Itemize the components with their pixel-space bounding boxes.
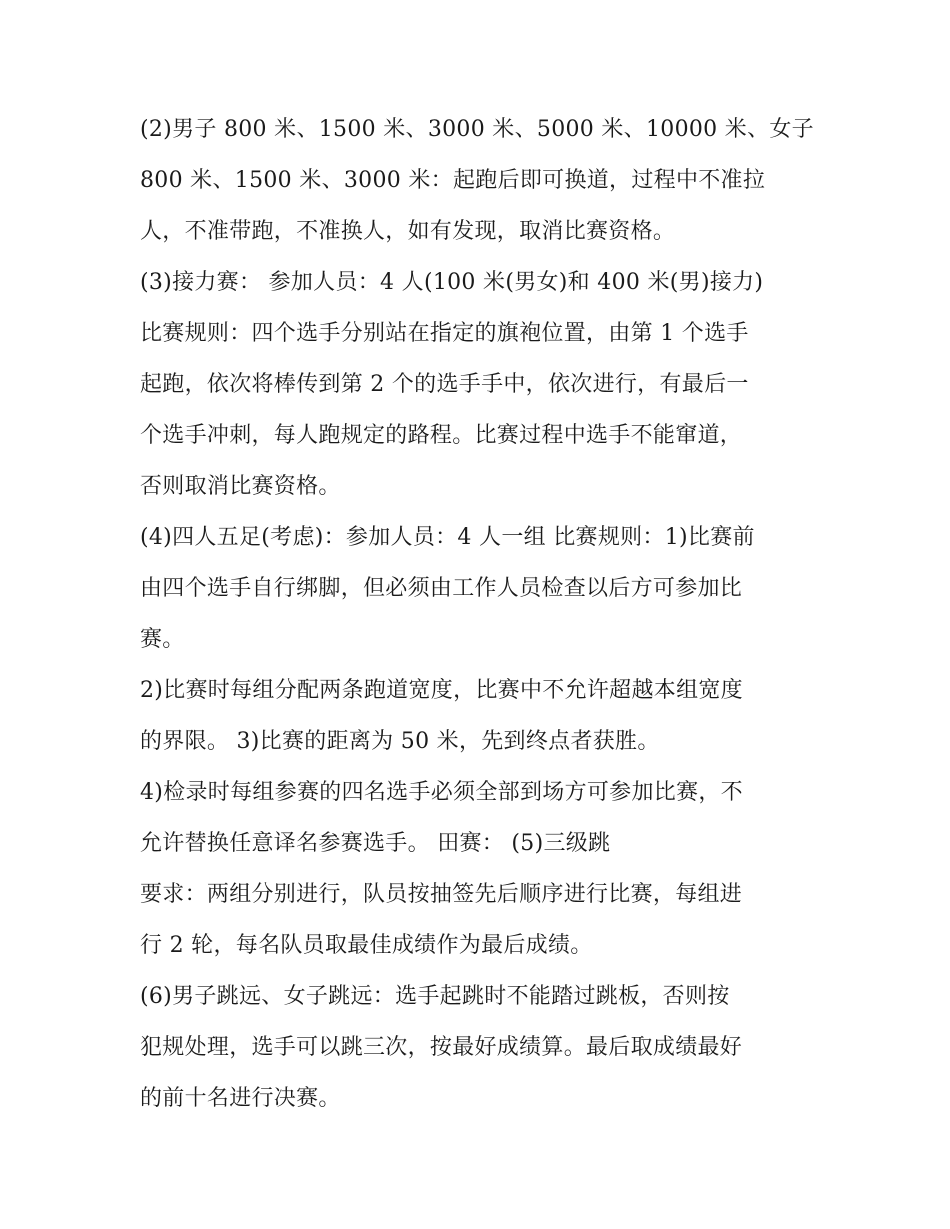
text-line: 比赛规则：四个选手分别站在指定的旗袍位置，由第 1 个选手 (140, 321, 749, 346)
text-line: 起跑，依次将棒传到第 2 个的选手手中，依次进行，有最后一 (140, 372, 749, 397)
text-line: 的界限。 3)比赛的距离为 50 米，先到终点者获胜。 (140, 729, 660, 754)
text-line: (4)四人五足(考虑)：参加人员：4 人一组 比赛规则：1)比赛前 (140, 525, 755, 550)
text-line: (2)男子 800 米、1500 米、3000 米、5000 米、10000 米、女子 (140, 117, 814, 142)
text-line: 赛。 (140, 627, 185, 652)
text-line: 允许替换任意译名参赛选手。 田赛： (5)三级跳 (140, 831, 611, 856)
text-line: 犯规处理，选手可以跳三次，按最好成绩算。最后取成绩最好 (140, 1035, 743, 1060)
text-line: (6)男子跳远、女子跳远：选手起跳时不能踏过跳板，否则按 (140, 984, 730, 1009)
text-line: 2)比赛时每组分配两条跑道宽度，比赛中不允许超越本组宽度 (140, 678, 743, 703)
text-line: 否则取消比赛资格。 (140, 474, 341, 499)
document-body (140, 108, 820, 1128)
text-line: 要求：两组分别进行，队员按抽签先后顺序进行比赛，每组进 (140, 882, 743, 907)
text-line: (3)接力赛： 参加人员：4 人(100 米(男女)和 400 米(男)接力) (140, 270, 764, 295)
text-line: 人，不准带跑，不准换人，如有发现，取消比赛资格。 (140, 219, 676, 244)
text-line: 800 米、1500 米、3000 米：起跑后即可换道，过程中不准拉 (140, 168, 766, 193)
text-line: 行 2 轮，每名队员取最佳成绩作为最后成绩。 (140, 933, 593, 958)
text-line: 的前十名进行决赛。 (140, 1086, 341, 1111)
text-line: 由四个选手自行绑脚，但必须由工作人员检查以后方可参加比 (140, 576, 743, 601)
text-line: 4)检录时每组参赛的四名选手必须全部到场方可参加比赛，不 (140, 780, 743, 805)
text-line: 个选手冲刺，每人跑规定的路程。比赛过程中选手不能窜道， (140, 423, 743, 448)
